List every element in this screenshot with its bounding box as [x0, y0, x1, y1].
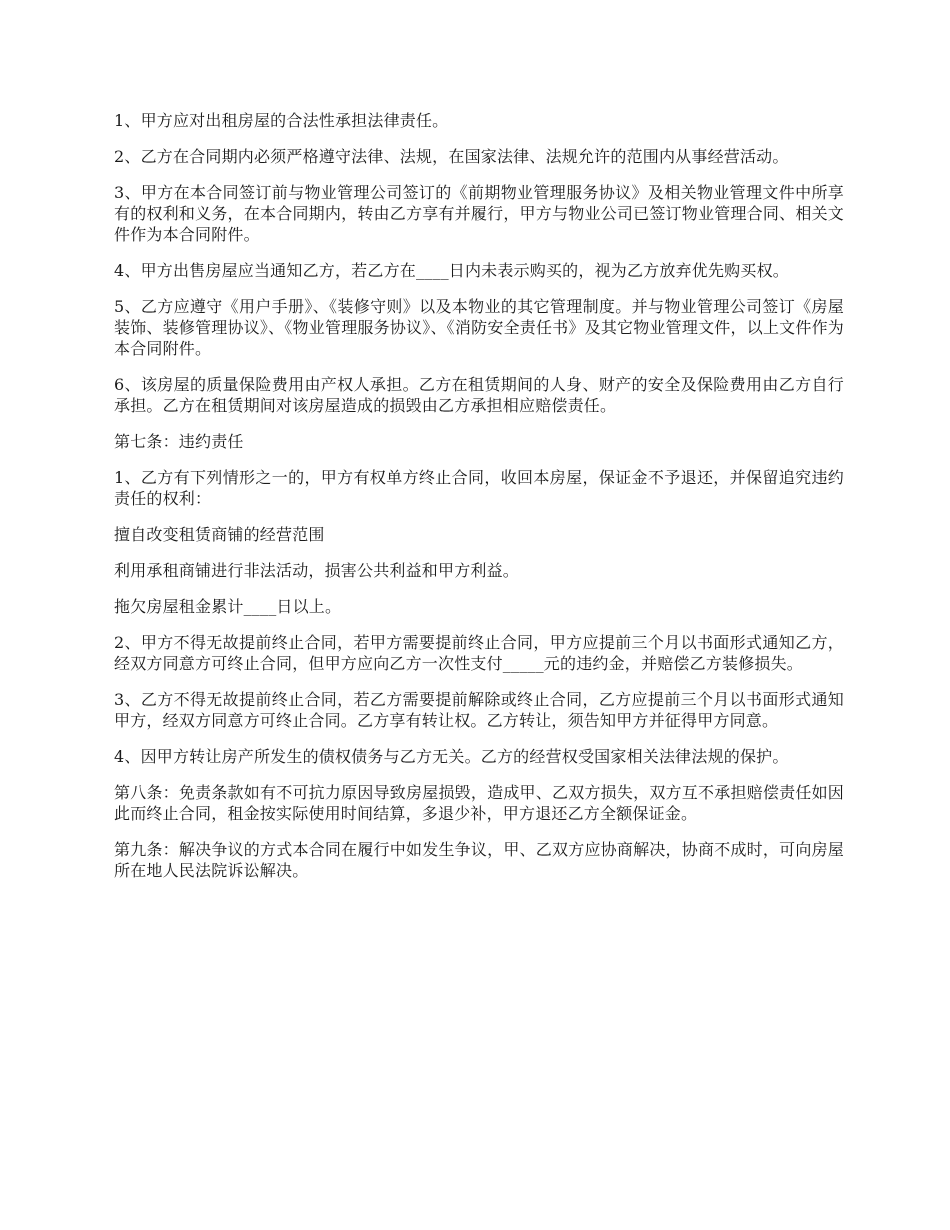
clause-breach-tenant: 1、乙方有下列情形之一的，甲方有权单方终止合同，收回本房屋，保证金不予退还，并保留追究违约责任的权利：: [114, 468, 844, 508]
clause-debt-transfer: 4、因甲方转让房产所发生的债权债务与乙方无关。乙方的经营权受国家相关法律法规的保护。: [114, 747, 789, 766]
section-article-8: 第八条：免责条款如有不可抗力原因导致房屋损毁，造成甲、乙双方损失，双方互不承担赔偿责任如因此而终止合同，租金按实际使用时间结算，多退少补，甲方退还乙方全额保证金。: [114, 783, 844, 823]
clause-tenant-termination: 3、乙方不得无故提前终止合同，若乙方需要提前解除或终止合同，乙方应提前三个月以书面形式通知甲方，经双方同意方可终止合同。乙方享有转让权。乙方转让，须告知甲方并征得甲方同意。: [114, 690, 844, 730]
clause-sale-notice: 4、甲方出售房屋应当通知乙方，若乙方在____日内未表示购买的，视为乙方放弃优先购买权。: [114, 261, 789, 280]
clause-rules-compliance: 5、乙方应遵守《用户手册》、《装修守则》以及本物业的其它管理制度。并与物业管理公司签订《房屋装饰、装修管理协议》、《物业管理服务协议》、《消防安全责任书》及其它物业管理文件，以上文件作为本合同附件。: [114, 297, 844, 358]
section-heading-article-7: 第七条：违约责任: [114, 432, 244, 451]
clause-landlord-legality: 1、甲方应对出租房屋的合法性承担法律责任。: [114, 111, 449, 130]
breach-item-scope: 擅自改变租赁商铺的经营范围: [114, 525, 325, 544]
section-article-9: 第九条：解决争议的方式本合同在履行中如发生争议，甲、乙双方应协商解决，协商不成时，可向房屋所在地人民法院诉讼解决。: [114, 840, 844, 880]
document-body: [114, 110, 844, 896]
breach-item-arrears: 拖欠房屋租金累计____日以上。: [114, 597, 342, 616]
breach-item-illegal: 利用承租商铺进行非法活动，损害公共利益和甲方利益。: [114, 561, 520, 580]
clause-insurance: 6、该房屋的质量保险费用由产权人承担。乙方在租赁期间的人身、财产的安全及保险费用由乙方自行承担。乙方在租赁期间对该房屋造成的损毁由乙方承担相应赔偿责任。: [114, 375, 844, 415]
clause-property-management: 3、甲方在本合同签订前与物业管理公司签订的《前期物业管理服务协议》及相关物业管理文件中所享有的权利和义务，在本合同期内，转由乙方享有并履行，甲方与物业公司已签订物业管理合同、相关文件作为本合同附件。: [114, 183, 844, 244]
clause-tenant-compliance: 2、乙方在合同期内必须严格遵守法律、法规，在国家法律、法规允许的范围内从事经营活动。: [114, 147, 789, 166]
clause-landlord-termination: 2、甲方不得无故提前终止合同，若甲方需要提前终止合同，甲方应提前三个月以书面形式通知乙方，经双方同意方可终止合同，但甲方应向乙方一次性支付_____元的违约金，并赔偿乙方装修损失。: [114, 633, 844, 673]
